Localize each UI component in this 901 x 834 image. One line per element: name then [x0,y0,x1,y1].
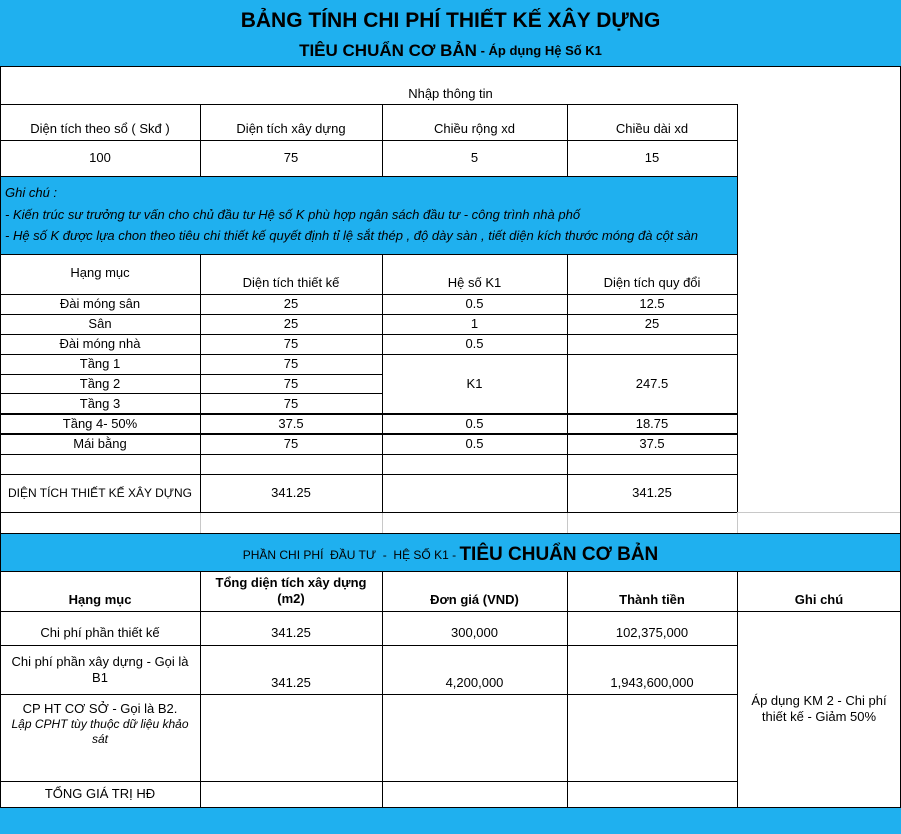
input-value-skd[interactable]: 100 [89,149,111,165]
table-row-k: 0.5 [465,435,484,451]
cp-ht-note: Lập CPHT tùy thuộc dữ liệu khảo sát [11,717,189,747]
contract-total-label: TỔNG GIÁ TRỊ HĐ [44,785,156,801]
table-row-name: Tầng 2 [79,375,121,391]
table-row-area: 75 [283,375,299,391]
notes-line-1: - Kiến trúc sư trưởng tư vấn cho chủ đầu tư Hệ số K phù hợp ngân sách đầu tư - công trình nhà phố [5,207,581,222]
table-row-k: 0.5 [465,295,484,311]
area-header-item: Hạng mục [70,265,130,280]
input-value-build-area[interactable]: 75 [283,149,299,165]
input-header-width: Chiều rộng xd [434,120,515,136]
cost-header-price: Đơn giá (VND) [430,591,519,607]
table-row-name: Chi phí phần thiết kế [40,624,160,640]
floors-converted-merged: 247.5 [635,375,669,391]
table-row-k: 0.5 [465,415,484,431]
table-row-converted: 37.5 [639,435,665,451]
table-row-name: Mái bằng [73,435,127,451]
notes-title: Ghi chú : [5,185,58,200]
table-row-area: 75 [283,355,299,371]
input-section-label: Nhập thông tin [408,85,493,101]
input-header-skd: Diện tích theo sổ ( Skđ ) [30,120,170,136]
input-value-width[interactable]: 5 [470,149,479,165]
table-row-k: 1 [470,315,479,331]
input-value-length[interactable]: 15 [644,149,660,165]
table-row-k: 0.5 [465,335,484,351]
table-row-name: Tầng 1 [79,355,121,371]
table-row-total: 102,375,000 [615,624,689,640]
table-row-name: Đài móng nhà [59,335,141,351]
cost-title-main: TIÊU CHUẨN CƠ BẢN [459,544,659,566]
table-row-name: Đài móng sân [59,295,141,311]
cost-title-prefix: PHẦN CHI PHÍ ĐẦU TƯ - HỆ SỐ K1 - [242,547,460,562]
table-row-name [0,701,200,747]
table-row-name: Tầng 3 [79,395,121,411]
area-header-converted: Diện tích quy đổi [603,274,701,290]
table-row-converted: 12.5 [639,295,665,311]
area-header-design-area: Diện tích thiết kế [242,274,340,290]
table-row-name: Chi phí phần xây dựng - Gọi là B1 [11,653,189,685]
cost-header-total: Thành tiền [619,591,685,607]
subtitle-main: TIÊU CHUẨN CƠ BẢN [299,41,477,61]
notes-line-2: - Hệ số K được lựa chon theo tiêu chi thiết kế quyết định tỉ lệ sắt thép , độ dày sàn , tiết diện kích thước móng đà cột sàn [5,228,698,243]
table-row-area: 341.25 [271,674,311,690]
area-total-design: 341.25 [271,484,311,500]
cp-ht-label: CP HT CƠ SỞ - Gọi là B2. [22,701,178,716]
input-header-build-area: Diện tích xây dựng [236,120,346,136]
cost-header-item: Hạng mục [68,591,132,607]
table-row-area: 75 [283,395,299,411]
cost-header-area: Tổng diện tích xây dựng (m2) [215,574,367,606]
table-row-area: 25 [283,295,299,311]
table-row-area: 341.25 [271,624,311,640]
table-row-total: 1,943,600,000 [610,674,694,690]
table-row-area: 75 [283,335,299,351]
table-row-price: 4,200,000 [445,674,504,690]
table-row-name: Sân [88,315,112,331]
table-row-converted [567,334,737,354]
subtitle-sub: - Áp dụng Hệ Số K1 [476,42,602,58]
floors-k-merged: K1 [466,375,483,391]
table-row-area: 75 [283,435,299,451]
table-row-price: 300,000 [451,624,498,640]
cost-note-merged: Áp dụng KM 2 - Chi phí thiết kế - Giảm 50% [751,692,887,724]
table-row-converted: 25 [644,315,660,331]
bottom-band [0,808,901,834]
table-row-area: 37.5 [278,415,304,431]
cost-header-note: Ghi chú [794,591,844,607]
area-total-converted: 341.25 [632,484,672,500]
input-header-length: Chiều dài xd [615,120,689,136]
cost-title [0,540,901,570]
table-row-converted: 18.75 [635,415,669,431]
table-row-area: 25 [283,315,299,331]
page-title: BẢNG TÍNH CHI PHÍ THIẾT KẾ XÂY DỰNG [240,8,661,32]
page-subtitle [0,38,901,64]
table-row-name: Tầng 4- 50% [62,415,138,431]
area-total-label: DIỆN TÍCH THIẾT KẾ XÂY DỰNG [7,485,193,500]
area-header-k1: Hệ số K1 [447,274,502,290]
